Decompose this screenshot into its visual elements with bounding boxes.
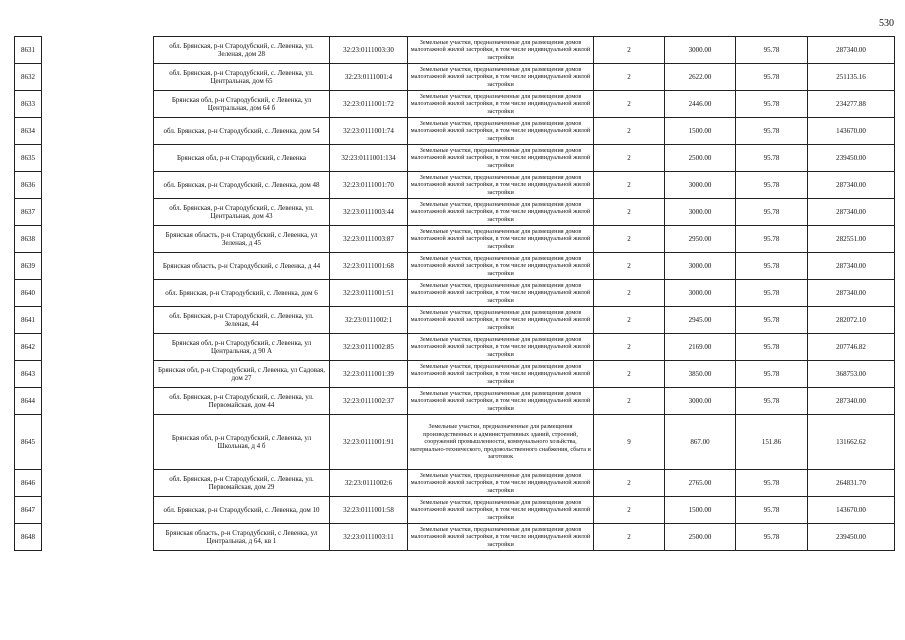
land-use-cell: Земельные участки, предназначенные для размещения домов малоэтажной жилой застройки, в том числе индивидуальной жилой застройки (408, 91, 594, 118)
row-number: 8647 (15, 497, 42, 524)
row-number: 8648 (15, 524, 42, 551)
cadastral-value-cell: 287340.00 (808, 280, 895, 307)
cadastral-value-cell: 251135.16 (808, 64, 895, 91)
address-cell: обл. Брянская, р-н Стародубский, с. Левенка, дом 6 (154, 280, 330, 307)
land-use-cell: Земельные участки, предназначенные для размещения домов малоэтажной жилой застройки, в том числе индивидуальной жилой застройки (408, 388, 594, 415)
land-use-cell: Земельные участки, предназначенные для размещения домов малоэтажной жилой застройки, в том числе индивидуальной жилой застройки (408, 497, 594, 524)
address-cell: Брянская обл, р-н Стародубский, с Левенка, ул Садовая, дом 27 (154, 361, 330, 388)
row-number: 8646 (15, 470, 42, 497)
row-number: 8631 (15, 37, 42, 64)
table-row (15, 307, 895, 334)
row-number: 8641 (15, 307, 42, 334)
land-use-cell: Земельные участки, предназначенные для размещения производственных и административных зданий, строений, сооружений промышленности, коммунального хозьйства, материально-технического, продовольственного снабжения, сбыта и заготовок (408, 415, 594, 470)
empty-cell (42, 253, 154, 280)
area-cell: 2500.00 (665, 524, 736, 551)
area-cell: 2765.00 (665, 470, 736, 497)
table-row (15, 361, 895, 388)
page-number: 530 (879, 18, 894, 29)
group-cell: 2 (594, 118, 665, 145)
rate-cell: 95.78 (736, 172, 808, 199)
area-cell: 1500.00 (665, 118, 736, 145)
land-use-cell: Земельные участки, предназначенные для размещения домов малоэтажной жилой застройки, в том числе индивидуальной жилой застройки (408, 524, 594, 551)
row-number: 8643 (15, 361, 42, 388)
row-number: 8642 (15, 334, 42, 361)
empty-cell (42, 118, 154, 145)
address-cell: обл. Брянская, р-н Стародубский, с. Левенка, ул. Первомайская, дом 29 (154, 470, 330, 497)
group-cell: 2 (594, 253, 665, 280)
empty-cell (42, 199, 154, 226)
cadastral-number-cell: 32:23:0111001:4 (330, 64, 408, 91)
land-use-cell: Земельные участки, предназначенные для размещения домов малоэтажной жилой застройки, в том числе индивидуальной жилой застройки (408, 172, 594, 199)
land-use-cell: Земельные участки, предназначенные для размещения домов малоэтажной жилой застройки, в том числе индивидуальной жилой застройки (408, 118, 594, 145)
area-cell: 3000.00 (665, 172, 736, 199)
table-row (15, 199, 895, 226)
cadastral-value-cell: 287340.00 (808, 199, 895, 226)
cadastral-value-cell: 282551.00 (808, 226, 895, 253)
row-number: 8640 (15, 280, 42, 307)
address-cell: Брянская обл, р-н Стародубский, с Левенка, ул Центральная, дом 64 б (154, 91, 330, 118)
cadastral-value-cell: 287340.00 (808, 253, 895, 280)
cadastral-number-cell: 32:23:0111001:72 (330, 91, 408, 118)
area-cell: 2169.00 (665, 334, 736, 361)
land-use-cell: Земельные участки, предназначенные для размещения домов малоэтажной жилой застройки, в том числе индивидуальной жилой застройки (408, 361, 594, 388)
cadastral-number-cell: 32:23:0111001:39 (330, 361, 408, 388)
group-cell: 2 (594, 388, 665, 415)
address-cell: Брянская обл, р-н Стародубский, с Левенка (154, 145, 330, 172)
rate-cell: 95.78 (736, 388, 808, 415)
row-number: 8639 (15, 253, 42, 280)
row-number: 8632 (15, 64, 42, 91)
rate-cell: 95.78 (736, 497, 808, 524)
rate-cell: 95.78 (736, 118, 808, 145)
land-use-cell: Земельные участки, предназначенные для размещения домов малоэтажной жилой застройки, в том числе индивидуальной жилой застройки (408, 226, 594, 253)
address-cell: Брянская область, р-н Стародубский, с Левенка, ул Центральная, д 64, кв 1 (154, 524, 330, 551)
rate-cell: 151.86 (736, 415, 808, 470)
rate-cell: 95.78 (736, 37, 808, 64)
address-cell: обл. Брянская, р-н Стародубский, с. Левенка, ул. Центральная, дом 43 (154, 199, 330, 226)
group-cell: 2 (594, 172, 665, 199)
table-row (15, 253, 895, 280)
table-row (15, 334, 895, 361)
group-cell: 2 (594, 91, 665, 118)
cadastral-number-cell: 32:23:0111001:51 (330, 280, 408, 307)
empty-cell (42, 334, 154, 361)
table-row (15, 91, 895, 118)
land-use-cell: Земельные участки, предназначенные для размещения домов малоэтажной жилой застройки, в том числе индивидуальной жилой застройки (408, 280, 594, 307)
group-cell: 2 (594, 37, 665, 64)
cadastral-number-cell: 32:23:0111002:37 (330, 388, 408, 415)
table-row (15, 470, 895, 497)
land-use-cell: Земельные участки, предназначенные для размещения домов малоэтажной жилой застройки, в том числе индивидуальной жилой застройки (408, 64, 594, 91)
area-cell: 2945.00 (665, 307, 736, 334)
area-cell: 2446.00 (665, 91, 736, 118)
cadastral-value-cell: 131662.62 (808, 415, 895, 470)
cadastral-value-cell: 239450.00 (808, 524, 895, 551)
cadastral-number-cell: 32:23:0111002:1 (330, 307, 408, 334)
address-cell: обл. Брянская, р-н Стародубский, с. Левенка, дом 54 (154, 118, 330, 145)
rate-cell: 95.78 (736, 361, 808, 388)
table-row (15, 37, 895, 64)
empty-cell (42, 172, 154, 199)
table-row (15, 64, 895, 91)
cadastral-number-cell: 32:23:0111003:44 (330, 199, 408, 226)
row-number: 8635 (15, 145, 42, 172)
cadastral-value-cell: 143670.00 (808, 118, 895, 145)
rate-cell: 95.78 (736, 199, 808, 226)
group-cell: 2 (594, 307, 665, 334)
table-row (15, 415, 895, 470)
area-cell: 2622.00 (665, 64, 736, 91)
rate-cell: 95.78 (736, 524, 808, 551)
land-use-cell: Земельные участки, предназначенные для размещения домов малоэтажной жилой застройки, в том числе индивидуальной жилой застройки (408, 199, 594, 226)
empty-cell (42, 307, 154, 334)
empty-cell (42, 415, 154, 470)
cadastral-value-table (14, 36, 895, 551)
cadastral-value-cell: 287340.00 (808, 388, 895, 415)
table-body (15, 37, 895, 551)
cadastral-value-cell: 287340.00 (808, 37, 895, 64)
area-cell: 1500.00 (665, 497, 736, 524)
cadastral-number-cell: 32:23:0111003:87 (330, 226, 408, 253)
empty-cell (42, 497, 154, 524)
cadastral-number-cell: 32:23:0111001:134 (330, 145, 408, 172)
cadastral-value-cell: 143670.00 (808, 497, 895, 524)
address-cell: обл. Брянская, р-н Стародубский, с. Левенка, ул. Центральная, дом 65 (154, 64, 330, 91)
empty-cell (42, 388, 154, 415)
land-use-cell: Земельные участки, предназначенные для размещения домов малоэтажной жилой застройки, в том числе индивидуальной жилой застройки (408, 470, 594, 497)
address-cell: Брянская обл, р-н Стародубский, с Левенка, ул Школьная, д 4 б (154, 415, 330, 470)
row-number: 8634 (15, 118, 42, 145)
empty-cell (42, 361, 154, 388)
table-row (15, 524, 895, 551)
row-number: 8638 (15, 226, 42, 253)
group-cell: 2 (594, 524, 665, 551)
rate-cell: 95.78 (736, 280, 808, 307)
cadastral-value-cell: 234277.88 (808, 91, 895, 118)
cadastral-value-cell: 282072.10 (808, 307, 895, 334)
rate-cell: 95.78 (736, 307, 808, 334)
cadastral-number-cell: 32:23:0111001:70 (330, 172, 408, 199)
area-cell: 3000.00 (665, 37, 736, 64)
row-number: 8633 (15, 91, 42, 118)
cadastral-number-cell: 32:23:0111002:85 (330, 334, 408, 361)
rate-cell: 95.78 (736, 334, 808, 361)
group-cell: 2 (594, 280, 665, 307)
cadastral-number-cell: 32:23:0111001:91 (330, 415, 408, 470)
rate-cell: 95.78 (736, 226, 808, 253)
row-number: 8644 (15, 388, 42, 415)
group-cell: 2 (594, 145, 665, 172)
group-cell: 9 (594, 415, 665, 470)
group-cell: 2 (594, 64, 665, 91)
row-number: 8645 (15, 415, 42, 470)
group-cell: 2 (594, 199, 665, 226)
area-cell: 3000.00 (665, 388, 736, 415)
table-row (15, 497, 895, 524)
cadastral-number-cell: 32:23:0111002:6 (330, 470, 408, 497)
group-cell: 2 (594, 334, 665, 361)
empty-cell (42, 91, 154, 118)
area-cell: 3000.00 (665, 199, 736, 226)
cadastral-number-cell: 32:23:0111001:68 (330, 253, 408, 280)
land-use-cell: Земельные участки, предназначенные для размещения домов малоэтажной жилой застройки, в том числе индивидуальной жилой застройки (408, 307, 594, 334)
land-use-cell: Земельные участки, предназначенные для размещения домов малоэтажной жилой застройки, в том числе индивидуальной жилой застройки (408, 334, 594, 361)
land-use-cell: Земельные участки, предназначенные для размещения домов малоэтажной жилой застройки, в том числе индивидуальной жилой застройки (408, 253, 594, 280)
rate-cell: 95.78 (736, 145, 808, 172)
area-cell: 867.00 (665, 415, 736, 470)
land-use-cell: Земельные участки, предназначенные для размещения домов малоэтажной жилой застройки, в том числе индивидуальной жилой застройки (408, 145, 594, 172)
empty-cell (42, 145, 154, 172)
address-cell: обл. Брянская, р-н Стародубский, с. Левенка, ул. Зеленая, 44 (154, 307, 330, 334)
group-cell: 2 (594, 470, 665, 497)
empty-cell (42, 280, 154, 307)
address-cell: обл. Брянская, р-н Стародубский, с. Левенка, дом 48 (154, 172, 330, 199)
cadastral-value-cell: 239450.00 (808, 145, 895, 172)
group-cell: 2 (594, 361, 665, 388)
address-cell: обл. Брянская, р-н Стародубский, с. Левенка, дом 10 (154, 497, 330, 524)
empty-cell (42, 226, 154, 253)
rate-cell: 95.78 (736, 470, 808, 497)
group-cell: 2 (594, 226, 665, 253)
table-row (15, 388, 895, 415)
area-cell: 3000.00 (665, 253, 736, 280)
cadastral-number-cell: 32:23:0111003:11 (330, 524, 408, 551)
rate-cell: 95.78 (736, 91, 808, 118)
area-cell: 3000.00 (665, 280, 736, 307)
empty-cell (42, 64, 154, 91)
cadastral-number-cell: 32:23:0111001:74 (330, 118, 408, 145)
cadastral-value-cell: 368753.00 (808, 361, 895, 388)
empty-cell (42, 470, 154, 497)
rate-cell: 95.78 (736, 64, 808, 91)
area-cell: 3850.00 (665, 361, 736, 388)
empty-cell (42, 524, 154, 551)
land-use-cell: Земельные участки, предназначенные для размещения домов малоэтажной жилой застройки, в том числе индивидуальной жилой застройки (408, 37, 594, 64)
cadastral-number-cell: 32:23:0111001:58 (330, 497, 408, 524)
empty-cell (42, 37, 154, 64)
address-cell: Брянская область, р-н Стародубский, с Левенка, д 44 (154, 253, 330, 280)
row-number: 8637 (15, 199, 42, 226)
table-row (15, 145, 895, 172)
cadastral-number-cell: 32:23:0111003:30 (330, 37, 408, 64)
cadastral-value-cell: 287340.00 (808, 172, 895, 199)
table-row (15, 118, 895, 145)
table-row (15, 280, 895, 307)
table-row (15, 172, 895, 199)
group-cell: 2 (594, 497, 665, 524)
address-cell: Брянская обл, р-н Стародубский, с Левенка, ул Центральная, д 90 А (154, 334, 330, 361)
area-cell: 2950.00 (665, 226, 736, 253)
row-number: 8636 (15, 172, 42, 199)
cadastral-value-cell: 264831.70 (808, 470, 895, 497)
area-cell: 2500.00 (665, 145, 736, 172)
cadastral-value-cell: 207746.82 (808, 334, 895, 361)
address-cell: Брянская область, р-н Стародубский, с Левенка, ул Зеленая, д 45 (154, 226, 330, 253)
address-cell: обл. Брянская, р-н Стародубский, с. Левенка, ул. Первомайская, дом 44 (154, 388, 330, 415)
table-row (15, 226, 895, 253)
rate-cell: 95.78 (736, 253, 808, 280)
address-cell: обл. Брянская, р-н Стародубский, с. Левенка, ул. Зеленая, дом 28 (154, 37, 330, 64)
